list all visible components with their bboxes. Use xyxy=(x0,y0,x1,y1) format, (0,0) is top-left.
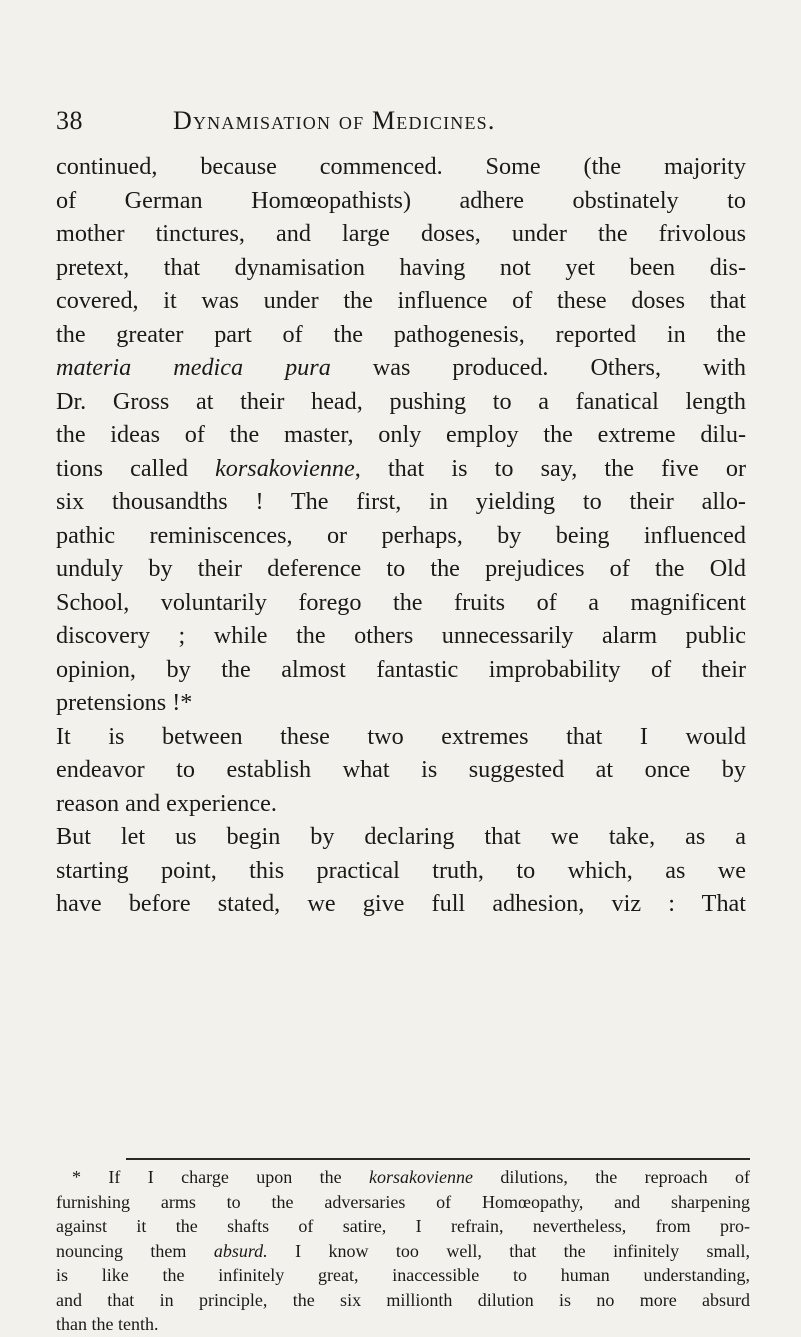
text-line: pretext, that dynamisation having not yet been dis- xyxy=(56,253,746,281)
text-line: School, voluntarily forego the fruits of a magnificent xyxy=(56,588,746,616)
footnote xyxy=(56,1165,750,1337)
text-line: six thousandths ! The first, in yielding to their allo- xyxy=(56,488,746,515)
footnote-line: against it the shafts of satire, I refrain, nevertheless, from pro- xyxy=(56,1216,750,1236)
text-line: pathic reminiscences, or perhaps, by being influenced xyxy=(56,521,746,549)
footnote-line xyxy=(56,1165,750,1190)
footnote-line: is like the infinitely great, inaccessible to human understanding, xyxy=(56,1265,750,1285)
text-run: , that is to say, the five or xyxy=(354,454,746,482)
footnote-line: than the tenth. xyxy=(56,1314,159,1334)
text-run: was produced. Others, with xyxy=(330,354,746,381)
text-line: opinion, by the almost fantastic improbability of their xyxy=(56,655,746,683)
text-line: reason and experience. xyxy=(56,789,277,817)
text-line: mother tinctures, and large doses, under the frivolous xyxy=(56,220,746,247)
text-line: But let us begin by declaring that we take, as a xyxy=(56,823,746,850)
text-line: the greater part of the pathogenesis, reported in the xyxy=(56,320,746,348)
text-line: continued, because commenced. Some (the majority xyxy=(56,153,746,180)
text-run: * If I charge upon the xyxy=(72,1167,369,1187)
text-run: dilutions, the reproach of xyxy=(472,1167,751,1187)
page-header xyxy=(56,106,756,146)
text-line: pretensions !* xyxy=(56,689,193,716)
footnote-line xyxy=(56,1239,750,1264)
italic-phrase: absurd. xyxy=(213,1240,268,1261)
body-text xyxy=(56,150,746,921)
text-line: covered, it was under the influence of these doses that xyxy=(56,287,746,314)
text-line: Dr. Gross at their head, pushing to a fanatical length xyxy=(56,387,746,415)
text-line: discovery ; while the others unnecessarily alarm public xyxy=(56,622,746,649)
text-line: starting point, this practical truth, to which, as we xyxy=(56,856,746,884)
footnote-rule xyxy=(126,1158,750,1160)
italic-phrase: korsakovienne xyxy=(369,1167,473,1187)
text-line: have before stated, we give full adhesion, viz : That xyxy=(56,890,746,917)
text-line: of German Homœopathists) adhere obstinately to xyxy=(56,186,746,214)
footnote-line: and that in principle, the six millionth dilution is no more absurd xyxy=(56,1289,750,1310)
page-number: 38 xyxy=(56,106,83,135)
text-line: endeavor to establish what is suggested at once by xyxy=(56,756,746,783)
running-head: Dynamisation of Medicines. xyxy=(173,106,496,135)
footnote-line: furnishing arms to the adversaries of Homœopathy, and sharpening xyxy=(56,1191,750,1212)
text-run: nouncing them xyxy=(56,1240,214,1261)
text-line xyxy=(56,452,746,486)
text-run: I know too well, that the infinitely small, xyxy=(267,1240,750,1261)
text-line xyxy=(56,351,746,385)
italic-phrase: korsakovienne xyxy=(215,454,355,482)
text-line: unduly by their deference to the prejudices of the Old xyxy=(56,555,746,582)
text-line: the ideas of the master, only employ the extreme dilu- xyxy=(56,421,746,448)
italic-phrase: materia medica pura xyxy=(56,354,331,381)
text-run: tions called xyxy=(56,454,216,482)
text-line: It is between these two extremes that I would xyxy=(56,722,746,750)
